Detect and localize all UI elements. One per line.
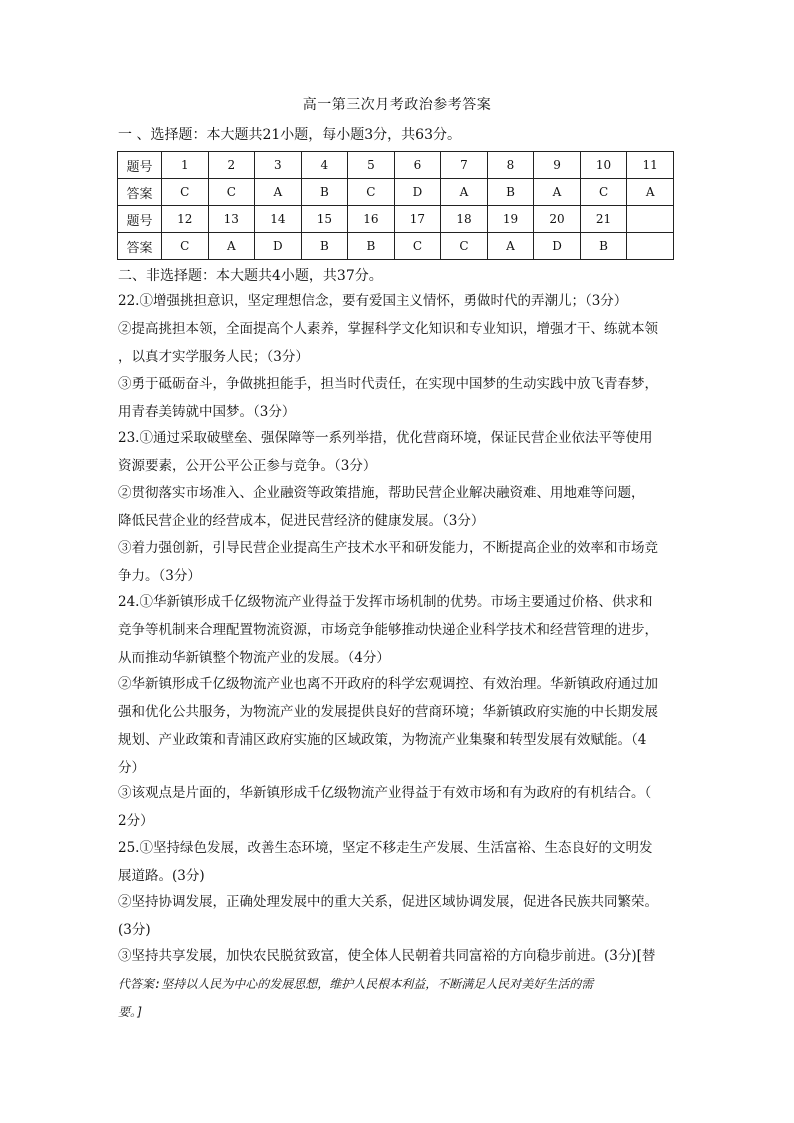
question-number: 16 (348, 206, 395, 233)
answer-25-point-3 (118, 942, 678, 1026)
answer-25-point-2 (118, 888, 678, 944)
answer-cell: A (487, 233, 534, 260)
answer-line: 从而推动华新镇整个物流产业的发展。（4分） (118, 650, 390, 666)
answer-line: 争力。（3分） (118, 568, 201, 584)
answer-line: ③该观点是片面的，华新镇形成千亿级物流产业得益于有效市场和有为政府的有机结合。（ (118, 785, 652, 801)
alternative-answer-line: 代答案:坚持以人民为中心的发展思想，维护人民根本利益，不断满足人民对美好生活的需 (118, 977, 594, 991)
question-number: 19 (487, 206, 534, 233)
section2-heading: 二、非选择题：本大题共4小题，共37分。 (118, 268, 383, 284)
answer-line: 分） (118, 760, 145, 776)
answer-cell: C (208, 179, 255, 206)
answer-line: 降低民营企业的经营成本，促进民营经济的健康发展。（3分） (118, 513, 485, 529)
answer-line: 25.①坚持绿色发展，改善生态环境，坚定不移走生产发展、生活富裕、生态良好的文明发 (118, 840, 653, 856)
answer-23-point-3 (118, 534, 678, 590)
alternative-answer-line: 要。] (118, 1005, 144, 1019)
question-number: 8 (487, 152, 534, 179)
row-label: 答案 (118, 233, 162, 260)
answer-line: 24.①华新镇形成千亿级物流产业得益于发挥市场机制的优势。市场主要通过价格、供求和 (118, 594, 653, 610)
answer-23-point-2 (118, 479, 678, 535)
question-number: 6 (394, 152, 441, 179)
table-row (118, 206, 674, 233)
question-number: 9 (534, 152, 581, 179)
answer-line: 规划、产业政策和青浦区政府实施的区域政策，为物流产业集聚和转型发展有效赋能。（4 (118, 732, 647, 748)
row-label: 题号 (118, 152, 162, 179)
question-number: 3 (255, 152, 302, 179)
question-number: 4 (301, 152, 348, 179)
question-number: 11 (627, 152, 674, 179)
answer-line: ③坚持共享发展，加快农民脱贫致富，使全体人民朝着共同富裕的方向稳步前进。(3分)[替 (118, 948, 656, 964)
question-number: 12 (162, 206, 209, 233)
answer-line: 用青春美铸就中国梦。（3分） (118, 404, 296, 420)
question-number: 13 (208, 206, 255, 233)
answer-cell: C (162, 233, 209, 260)
answer-cell: D (255, 233, 302, 260)
answer-22-point-2 (118, 315, 678, 371)
answer-line: 竞争等机制来合理配置物流资源，市场竞争能够推动快递企业科学技术和经营管理的进步， (118, 622, 658, 638)
answer-line: ③着力强创新，引导民营企业提高生产技术水平和研发能力，不断提高企业的效率和市场竞 (118, 540, 658, 556)
question-number: 14 (255, 206, 302, 233)
table-row (118, 152, 674, 179)
answer-line: ②提高挑担本领，全面提高个人素养，掌握科学文化知识和专业知识，增强才干、练就本领 (118, 321, 658, 337)
section1-heading: 一 、选择题：本大题共21小题，每小题3分，共63分。 (118, 127, 461, 143)
question-number: 5 (348, 152, 395, 179)
answer-22-point-1 (118, 287, 678, 315)
answer-cell: B (301, 179, 348, 206)
question-number: 20 (534, 206, 581, 233)
answer-cell: B (487, 179, 534, 206)
answer-25-point-1 (118, 834, 678, 890)
answer-line: 强和优化公共服务，为物流产业的发展提供良好的营商环境；华新镇政府实施的中长期发展 (118, 704, 658, 720)
answer-line: ②贯彻落实市场准入、企业融资等政策措施，帮助民营企业解决融资难、用地难等问题， (118, 485, 645, 501)
row-label: 答案 (118, 179, 162, 206)
answer-24-point-1 (118, 588, 678, 672)
answer-table (117, 151, 674, 260)
answer-cell: A (627, 179, 674, 206)
answer-cell: C (580, 179, 627, 206)
table-row (118, 179, 674, 206)
empty-cell (627, 233, 674, 260)
answer-line: ③勇于砥砺奋斗，争做挑担能手，担当时代责任，在实现中国梦的生动实践中放飞青春梦， (118, 376, 658, 392)
empty-cell (627, 206, 674, 233)
answer-line: 23.①通过采取破壁垒、强保障等一系列举措，优化营商环境，保证民营企业依法平等使用 (118, 430, 653, 446)
answer-cell: A (534, 179, 581, 206)
answer-22-point-3 (118, 370, 678, 426)
answer-24-point-2 (118, 670, 678, 782)
answer-cell: A (441, 179, 488, 206)
answer-cell: B (348, 233, 395, 260)
answer-cell: C (441, 233, 488, 260)
answer-cell: C (348, 179, 395, 206)
table-row (118, 233, 674, 260)
answer-line: (3分) (118, 922, 151, 938)
answer-line: 展道路。(3分) (118, 868, 205, 884)
answer-line: ②华新镇形成千亿级物流产业也离不开政府的科学宏观调控、有效治理。华新镇政府通过加 (118, 676, 658, 692)
question-number: 17 (394, 206, 441, 233)
page-title: 高一第三次月考政治参考答案 (302, 97, 492, 113)
row-label: 题号 (118, 206, 162, 233)
answer-23-point-1 (118, 424, 678, 480)
question-number: 18 (441, 206, 488, 233)
answer-24-point-3 (118, 779, 678, 835)
answer-cell: A (208, 233, 255, 260)
question-number: 1 (162, 152, 209, 179)
question-number: 2 (208, 152, 255, 179)
answer-line: 22.①增强挑担意识，坚定理想信念，要有爱国主义情怀，勇做时代的弄潮儿；（3分） (118, 293, 628, 309)
answer-cell: C (394, 233, 441, 260)
answer-line: ②坚持协调发展，正确处理发展中的重大关系，促进区域协调发展，促进各民族共同繁荣。 (118, 894, 658, 910)
answer-cell: B (301, 233, 348, 260)
answer-line: ，以真才实学服务人民；（3分） (118, 349, 309, 365)
question-number: 7 (441, 152, 488, 179)
answer-cell: D (394, 179, 441, 206)
answer-line: 资源要素，公开公平公正参与竞争。（3分） (118, 458, 377, 474)
question-number: 15 (301, 206, 348, 233)
answer-cell: A (255, 179, 302, 206)
answer-cell: C (162, 179, 209, 206)
question-number: 21 (580, 206, 627, 233)
answer-line: 2分） (118, 813, 154, 829)
answer-cell: D (534, 233, 581, 260)
answer-cell: B (580, 233, 627, 260)
question-number: 10 (580, 152, 627, 179)
